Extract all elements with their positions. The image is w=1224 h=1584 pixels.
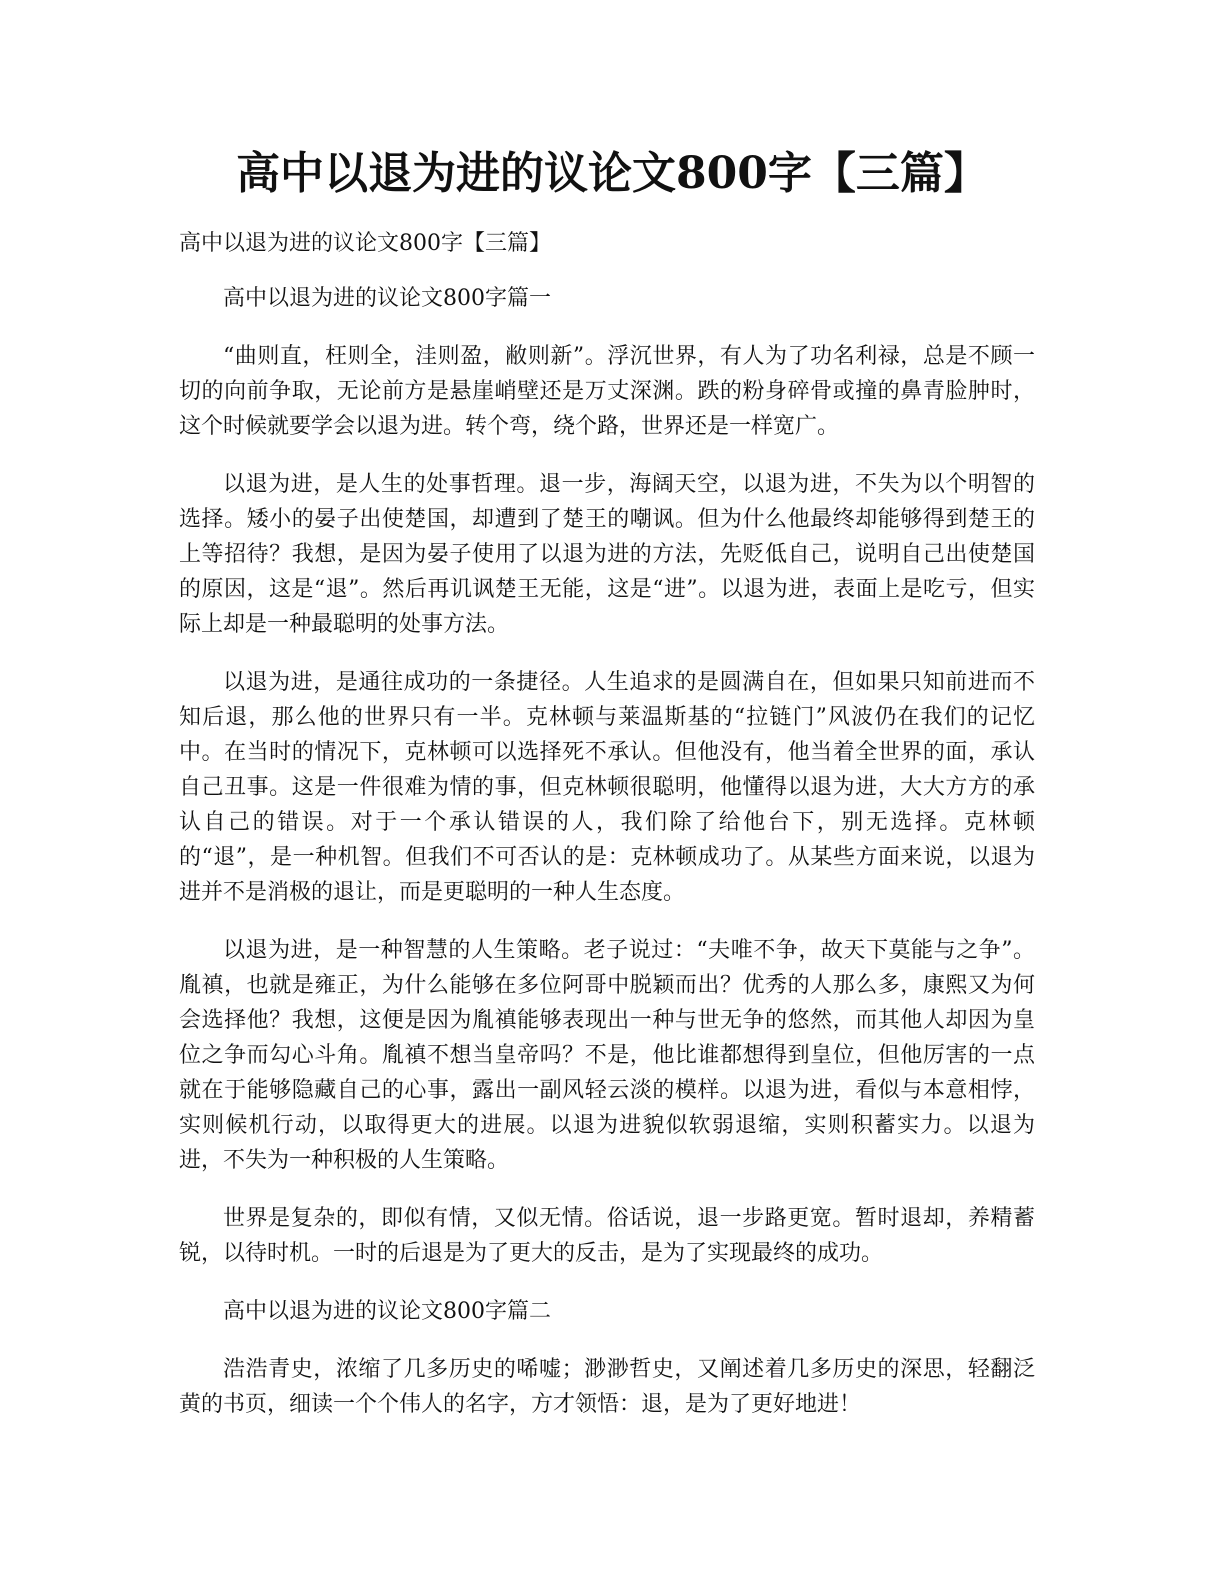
paragraph: “曲则直，枉则全，洼则盈，敝则新”。浮沉世界，有人为了功名利禄，总是不顾一切的向前争取，无论前方是悬崖峭壁还是万丈深渊。跌的粉身碎骨或撞的鼻青脸肿时，这个时候就要学会以退为进。转个弯，绕个路，世界还是一样宽广。 xyxy=(179,344,1035,439)
section-heading-part-one: 高中以退为进的议论文800字篇一 xyxy=(223,286,551,311)
document-title: 高中以退为进的议论文800字【三篇】 xyxy=(236,148,988,199)
paragraph: 浩浩青史，浓缩了几多历史的唏嘘；渺渺哲史，又阐述着几多历史的深思，轻翻泛黄的书页，细读一个个伟人的名字，方才领悟：退，是为了更好地进！ xyxy=(179,1357,1035,1417)
paragraph: 以退为进，是通往成功的一条捷径。人生追求的是圆满自在，但如果只知前进而不知后退，那么他的世界只有一半。克林顿与莱温斯基的“拉链门”风波仍在我们的记忆中。在当时的情况下，克林顿可以选择死不承认。但他没有，他当着全世界的面，承认自己丑事。这是一件很难为情的事，但克林顿很聪明，他懂得以退为进，大大方方的承认自己的错误。对于一个承认错误的人，我们除了给他台下，别无选择。克林顿的“退”，是一种机智。但我们不可否认的是：克林顿成功了。从某些方面来说，以退为进并不是消极的退让，而是更聪明的一种人生态度。 xyxy=(179,670,1035,905)
section-heading-part-two: 高中以退为进的议论文800字篇二 xyxy=(223,1299,551,1324)
document-body xyxy=(179,226,1035,1445)
paragraph: 以退为进，是一种智慧的人生策略。老子说过：“夫唯不争，故天下莫能与之争”。胤禛，也就是雍正，为什么能够在多位阿哥中脱颖而出？优秀的人那么多，康熙又为何会选择他？我想，这便是因为胤禛能够表现出一种与世无争的悠然，而其他人却因为皇位之争而勾心斗角。胤禛不想当皇帝吗？不是，他比谁都想得到皇位，但他厉害的一点就在于能够隐藏自己的心事，露出一副风轻云淡的模样。以退为进，看似与本意相悖，实则候机行动，以取得更大的进展。以退为进貌似软弱退缩，实则积蓄实力。以退为进，不失为一种积极的人生策略。 xyxy=(179,938,1035,1173)
paragraph: 世界是复杂的，即似有情，又似无情。俗话说，退一步路更宽。暂时退却，养精蓄锐，以待时机。一时的后退是为了更大的反击，是为了实现最终的成功。 xyxy=(179,1206,1035,1266)
paragraph: 以退为进，是人生的处事哲理。退一步，海阔天空，以退为进，不失为以个明智的选择。矮小的晏子出使楚国，却遭到了楚王的嘲讽。但为什么他最终却能够得到楚王的上等招待？我想，是因为晏子使用了以退为进的方法，先贬低自己，说明自己出使楚国的原因，这是“退”。然后再讥讽楚王无能，这是“进”。以退为进，表面上是吃亏，但实际上却是一种最聪明的处事方法。 xyxy=(179,472,1035,637)
document-subtitle: 高中以退为进的议论文800字【三篇】 xyxy=(179,231,551,256)
